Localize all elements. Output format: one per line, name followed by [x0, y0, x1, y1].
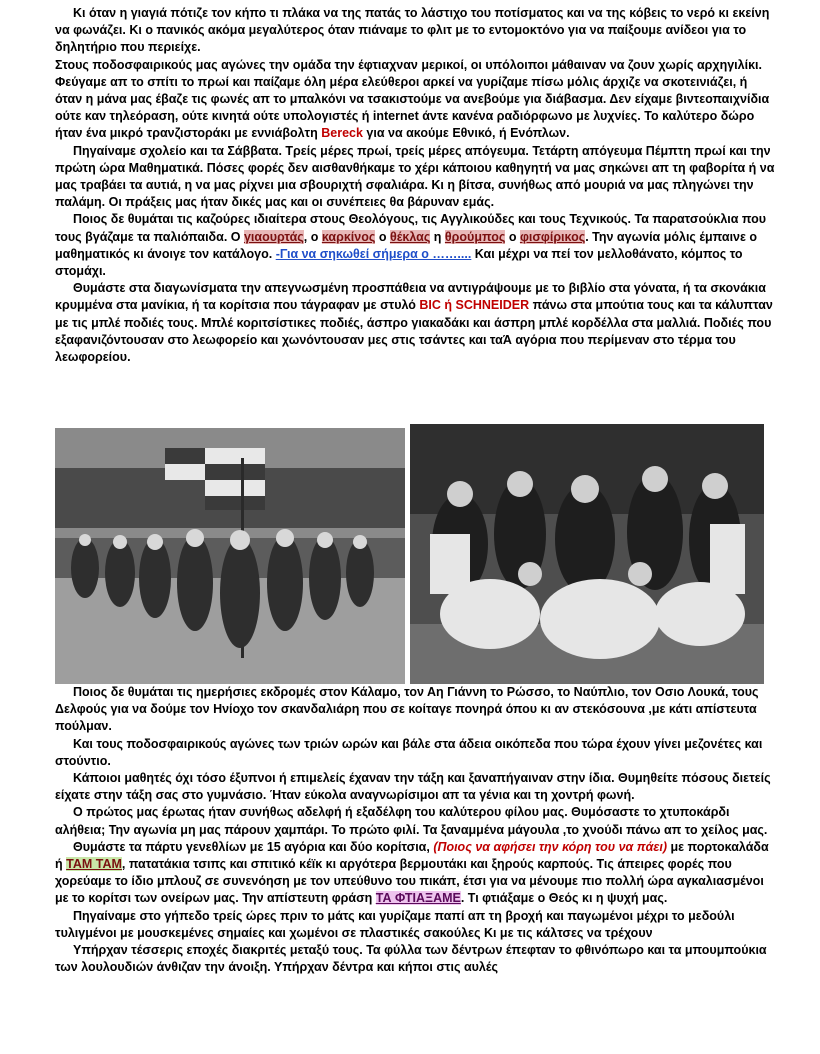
paragraph-nicknames: Ποιος δε θυμάται τις καζούρες ιδιαίτερα στους Θεολόγους, τις Αγγλικούδες και τους Τεχνικούς. Τα παρατσούκλια που τους βγάζαμε τα παλιόπαιδα. Ο γιαουρτάς, ο καρκίνος ο θέκλας η θρούμπος ο φισφίρικος. Την αγωνία μόλις έμπαινε ο μαθηματικός κι άνοιγε τον κατάλογο. -Για να σηκωθεί σήμερα ο …….... Και μέχρι να πεί τον μελλοθάνατο, κόμπος το στομάχι.: [55, 212, 767, 279]
nickname-3: θέκλας: [389, 229, 431, 244]
bottom-text-block: [55, 684, 775, 976]
paragraph-school: Πηγαίναμε σχολείο και τα Σάββατα. Τρείς μέρες πρωί, τρείς μέρες απόγευμα. Τετάρτη απόγευμα Πέμπτη πρωί και την πρώτη ώρα Μαθηματικά. Πόσες φορές δεν αισθανθήκαμε το χέρι κάποιου καθηγητή να μας σηκώνει απ τη φαβορίτα ή να μας τραβάει τα αυτιά, η να μας ρίχνει μια σβουριχτή σφαλιάρα. Κι η βίτσα, συνήθως από μουριά να μας πληγώνει την παλάμη. Οι πράξεις μας ήταν δικές μας και οι συνέπειες θα βάρυναν εμάς.: [55, 143, 775, 210]
nickname-5: φισφίρικος: [519, 229, 586, 244]
highlight-phrase: ΤΑ ΦΤΙΑΞΑΜΕ: [375, 891, 461, 906]
paragraph-excursions: Ποιος δε θυμάται τις ημερήσιες εκδρομές στον Κάλαμο, τον Αη Γιάννη το Ρώσσο, το Ναύπλιο, τον Οσιο Λουκά, τους Δελφούς για να δούμε τον Ηνίοχο τον σκανδαλιάρη που σε κοίταγε πονηρά όπου κι αν στεκόσουνα ,με κάτι απίστευτα πούλμαν.: [55, 685, 759, 734]
nickname-1: γιαουρτάς: [243, 229, 304, 244]
nickname-4: θρούμπος: [444, 229, 506, 244]
paragraph-first-love: Ο πρώτος μας έρωτας ήταν συνήθως αδελφή ή εξαδέλφη του καλύτερου φίλου μας. Θυμόσαστε το χτυποκάρδι αλήθεια; Την αγωνία μη μας πάρουν χαμπάρι. Το πρώτο φιλί. Τα ξαναμμένα μάγουλα ,το χνούδι πάνω απ το χείλος μας.: [55, 805, 768, 837]
parade-photo-image: [55, 428, 405, 684]
paragraph-stadium: Πηγαίναμε στο γήπεδο τρείς ώρες πριν το μάτς και γυρίζαμε παπί απ τη βροχή και παγωμένοι μέχρι το μεδούλι τυλιγμένοι με μουσκεμένες σημαίες και χωμένοι σε πλαστικές σακούλες Κι με τις κάλτσες να τρέχουν: [55, 908, 735, 940]
quote-link[interactable]: -Για να σηκωθεί σήμερα ο ……....: [275, 246, 472, 261]
top-text-block: [55, 5, 775, 366]
brand-pens: BIC ή SCHNEIDER: [419, 298, 530, 313]
group-photo-image: [410, 424, 764, 684]
paragraph-matches: Και τους ποδοσφαιρικούς αγώνες των τριών ωρών και βάλε στα άδεια οικόπεδα που τώρα έχουν γίνει μεζονέτες και στούντιο.: [55, 736, 763, 768]
paragraph-exams: Θυμάστε στα διαγωνίσματα την απεγνωσμένη προσπάθεια να αντιγράψουμε με το βιβλίο στα γόνατα, ή τα σκονάκια κρυμμένα στα μανίκια, ή τα κορίτσια που τάγραφαν με στυλό BIC ή SCHNEIDER πάνω στα μπούτια τους και τα κάλυπταν με τις μπλέ ποδιές τους. Μπλέ κοριτσίστικες ποδιές, άσπρο γιακαδάκι και άσπρη μπλέ κορδέλλα στα μαλλιά. Ποδιές που εξαφανιζόντουσαν στο λεωφορείο και χωνόντουσαν μες στις τσάντες και ταΆ αγόρια που περίμεναν στο τέρμα του λεωφορείου.: [55, 281, 773, 365]
paragraph-football: Στους ποδοσφαιρικούς μας αγώνες την ομάδα την έφτιαχναν μερικοί, οι υπόλοιποι μάθαιναν να ζουν χωρίς αρχηγιλίκι. Φεύγαμε απ το σπίτι το πρωί και παίζαμε όλη μέρα ελεύθεροι αρκεί να γυρίζαμε πίσω μόλις άρχιζε να σκοτεινιάζει, ή όταν η μάνα μας έβαζε τις φωνές απ το μπαλκόνι να τσακιστούμε να ανεβούμε για διάβασμα. Δεν είχαμε βιντεοπαιχνίδια ούτε καν τηλεόραση, ούτε κινητά ούτε υπολογιστές ή internet άντε κανένα ραδιόρφωνο με λυχνίες. Το καλύτερο δώρο ήταν ένα μικρό τρανζιστοράκι με εννιάβολτη Bereck για να ακούμε Εθνικό, ή Ενόπλων.: [55, 57, 770, 141]
parade-photo: [55, 428, 405, 684]
paragraph-parties: Θυμάστε τα πάρτυ γενεθλίων με 15 αγόρια και δύο κορίτσια, (Ποιος να αφήσει την κόρη του να πάει) με πορτοκαλάδα ή ΤΑΜ ΤΑΜ, πατατάκια τσιπς και σπιτικό κέϊκ κι αργότερα βερμουτάκι και ξηρούς καρπούς. Τις άπειρες φορές που χορεύαμε το ίδιο μπλουζ σε συνενόηση με τον υπεύθυνο του πικάπ, έτσι για να μένουμε πιο πολλή ώρα αγκαλιασμένοι με το κορίτσι των ονείρων μας. Την απίστευτη φράση ΤΑ ΦΤΙΑΞΑΜΕ. Τι φτιάξαμε ο Θεός κι η ψυχή μας.: [55, 839, 769, 906]
brand-bereck: Bereck: [321, 126, 363, 141]
highlight-tamtam: ΤΑΜ ΤΑΜ: [66, 857, 122, 872]
italic-remark: (Ποιος να αφήσει την κόρη του να πάει): [433, 839, 668, 854]
paragraph-seasons: Υπήρχαν τέσσερις εποχές διακριτές μεταξύ τους. Τα φύλλα των δέντρων έπεφταν το φθινόπωρο και τα μπουμπούκια των λουλουδιών άνθιζαν την άνοιξη. Υπήρχαν δέντρα και κήποι στις αυλές: [55, 943, 767, 975]
nickname-2: καρκίνος: [321, 229, 376, 244]
paragraph-repeaters: Κάποιοι μαθητές όχι τόσο έξυπνοι ή επιμελείς έχαναν την τάξη και ξαναπήγαιναν στην ίδια. Θυμηθείτε πόσους διετείς είχατε στην τάξη σας στο γυμνάσιο. Ήταν εύκολα αναγνωρίσιμοι απ τα γένια και τη χοντρή φωνή.: [55, 771, 771, 803]
paragraph-watering: Κι όταν η γιαγιά πότιζε τον κήπο τι πλάκα να της πατάς το λάστιχο του ποτίσματος και να της κόβεις το νερό κι εκείνη να φωνάζει. Κι ο πανικός ακόμα μεγαλύτερος όταν πιάναμε το φλιτ με το εντομοκτόνο για να παίξουμε ανίδεοι για το δηλητήριο που περιείχε.: [55, 6, 770, 55]
group-photo: [410, 424, 764, 684]
